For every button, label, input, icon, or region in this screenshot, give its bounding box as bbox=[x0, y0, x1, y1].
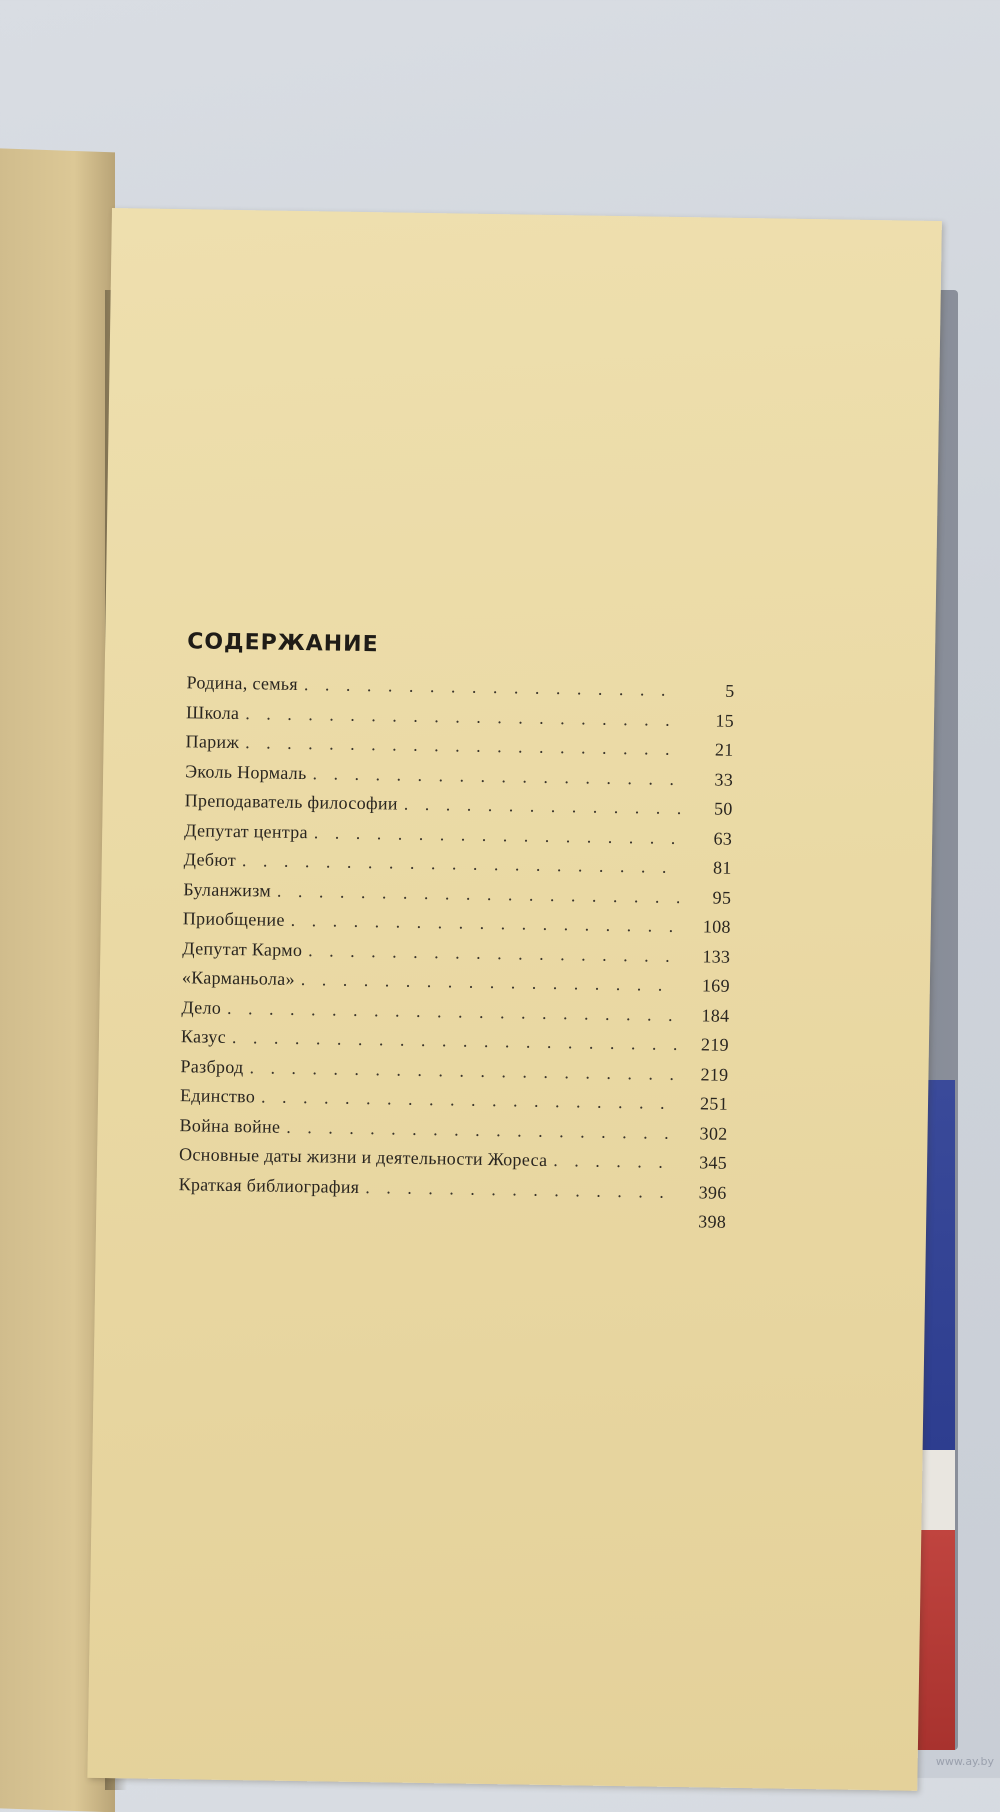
toc-leader-dots bbox=[404, 794, 681, 819]
toc-entry-title: Дело bbox=[169, 997, 227, 1019]
watermark: www.ay.by bbox=[936, 1755, 994, 1768]
toc-entry-page: 302 bbox=[675, 1122, 727, 1144]
toc-entry-title: Депутат центра bbox=[172, 820, 314, 843]
toc-entry-page: 219 bbox=[676, 1063, 728, 1085]
toc-entry-title: Приобщение bbox=[171, 908, 291, 931]
toc-entry-page: 50 bbox=[680, 798, 732, 820]
cover-stripe-red bbox=[915, 1530, 955, 1750]
toc-entry-page: 219 bbox=[677, 1034, 729, 1056]
toc-heading: СОДЕРЖАНИЕ bbox=[187, 629, 735, 663]
toc-entry-page: 5 bbox=[682, 680, 734, 702]
toc-entry-page: 95 bbox=[679, 886, 731, 908]
toc-entry-title: Краткая библиография bbox=[167, 1173, 366, 1197]
toc-entry-page: 169 bbox=[678, 975, 730, 997]
toc-entry-title: Депутат Кармо bbox=[170, 938, 308, 961]
toc-leader-dots bbox=[553, 1150, 675, 1173]
toc-entry-title: Дебют bbox=[172, 849, 243, 871]
toc-leader-dots bbox=[312, 763, 681, 790]
toc-list bbox=[166, 672, 735, 1241]
toc-entry-page: 33 bbox=[681, 769, 733, 791]
table-of-contents bbox=[166, 629, 735, 1241]
toc-leader-dots bbox=[304, 674, 683, 701]
toc-entry-title: Эколь Нормаль bbox=[173, 761, 313, 784]
toc-leader-dots bbox=[308, 940, 678, 967]
toc-entry-title: Родина, семья bbox=[174, 672, 304, 695]
toc-entry-page: 21 bbox=[681, 739, 733, 761]
toc-entry-page: 108 bbox=[679, 916, 731, 938]
toc-leader-dots bbox=[365, 1177, 675, 1203]
toc-entry-title: Единство bbox=[168, 1085, 261, 1107]
toc-entry-title: «Карманьола» bbox=[170, 967, 301, 990]
toc-entry-page: 398 bbox=[674, 1211, 726, 1233]
toc-entry-title: Преподаватель философии bbox=[173, 790, 404, 815]
toc-leader-dots bbox=[314, 822, 681, 849]
toc-entry-title: Париж bbox=[173, 731, 245, 753]
toc-entry-title: Казус bbox=[169, 1026, 232, 1048]
toc-entry-page: 63 bbox=[680, 828, 732, 850]
contents-page bbox=[87, 208, 942, 1791]
toc-entry-page: 396 bbox=[674, 1181, 726, 1203]
toc-entry-title: Разброд bbox=[168, 1055, 249, 1077]
toc-entry-title: Война войне bbox=[167, 1114, 286, 1137]
toc-entry-page: 133 bbox=[678, 945, 730, 967]
toc-entry-title: Основные даты жизни и деятельности Жореса bbox=[167, 1144, 554, 1171]
toc-entry-page: 81 bbox=[680, 857, 732, 879]
toc-entry-page: 184 bbox=[677, 1004, 729, 1026]
toc-entry-page: 15 bbox=[682, 710, 734, 732]
toc-entry-page: 345 bbox=[675, 1152, 727, 1174]
toc-entry-title: Буланжизм bbox=[171, 879, 277, 902]
toc-entry-title: Школа bbox=[174, 702, 246, 724]
toc-entry-page: 251 bbox=[676, 1093, 728, 1115]
